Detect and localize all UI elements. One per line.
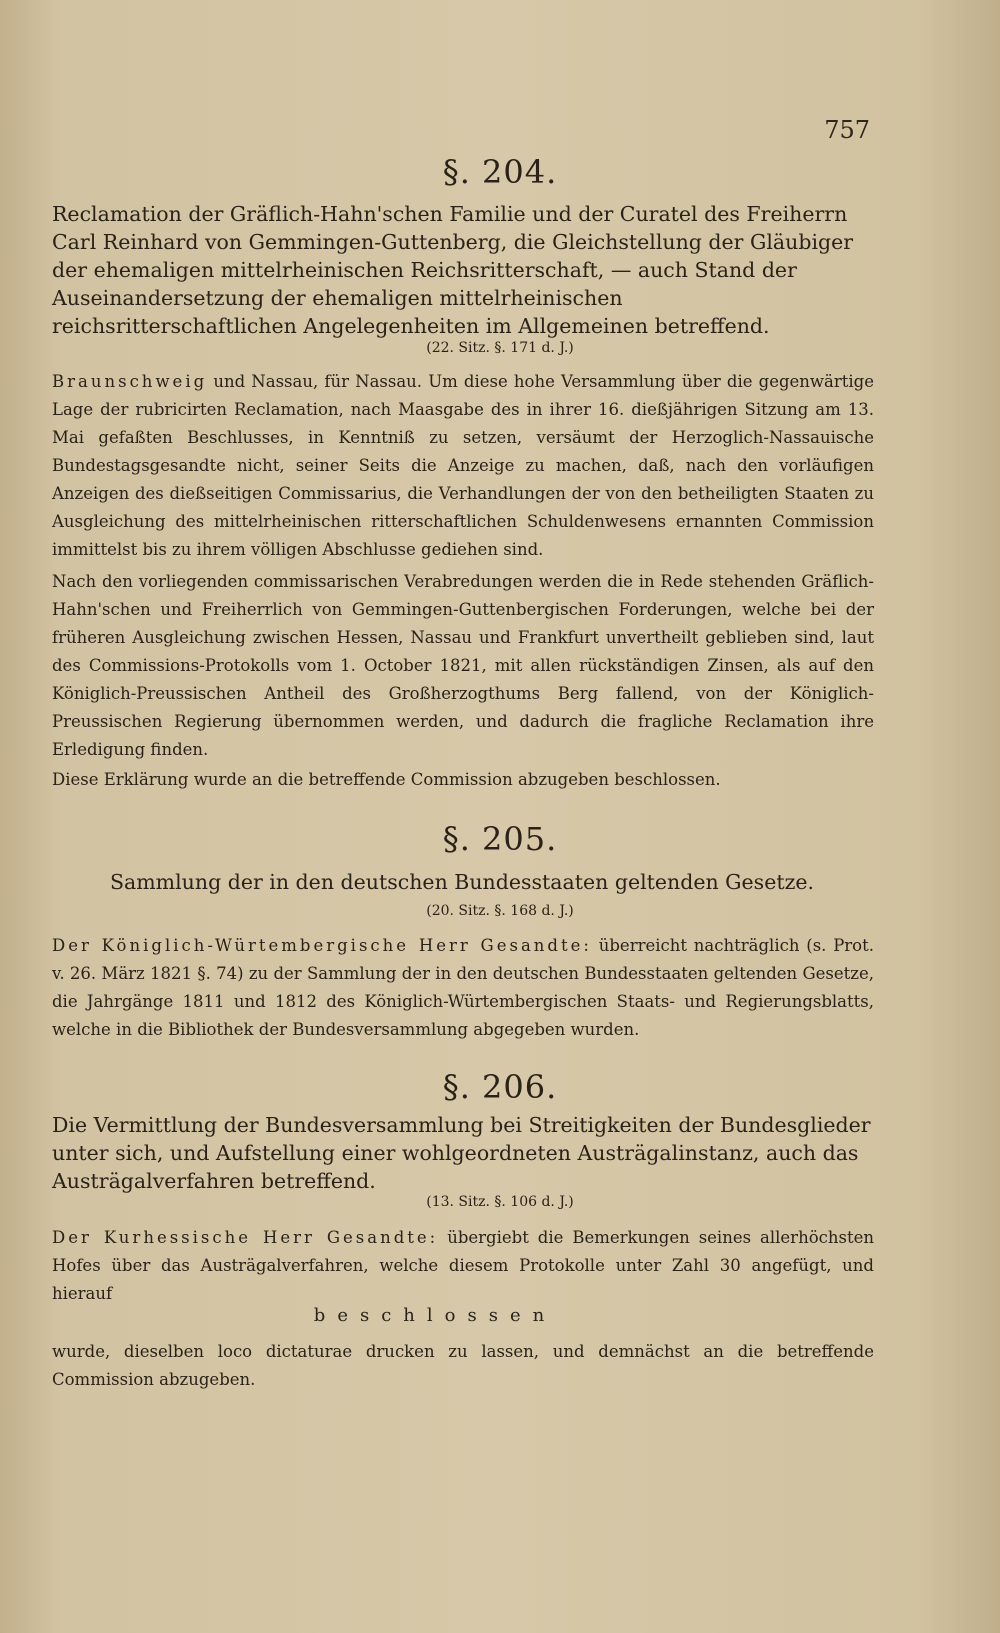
section-204-reference: (22. Sitz. §. 171 d. J.): [426, 340, 574, 356]
section-206-number: §. 206.: [442, 1068, 558, 1106]
section-206-speaker: Der Kurhessische Herr Gesandte:: [52, 1228, 439, 1247]
section-204-paragraph-1-text: und Nassau, für Nassau. Um diese hohe Versammlung über die gegenwärtige Lage der rubricirten Reclamation, nach Maasgabe des in ihrer 16. dießjährigen Sitzung am 13. Mai gefaßten Beschlusses, in Kenntniß zu setzen, versäumt der Herzoglich-Nassauische Bundestagsgesandte nicht, seiner Seits die Anzeige zu machen, daß, nach den vorläufigen Anzeigen des dießseitigen Commissarius, die Verhandlungen der von den betheiligten Staaten zu Ausgleichung des mittelrheinischen ritterschaftlichen Schuldenwesens ernannten Commission immittelst bis zu ihrem völligen Abschlusse gediehen sind.: [52, 372, 874, 559]
section-204-speaker: Braunschweig: [52, 372, 208, 391]
section-206-paragraph-1: [52, 1224, 874, 1308]
section-204-number: §. 204.: [442, 153, 558, 191]
section-206-title: Die Vermittlung der Bundesversammlung bei Streitigkeiten der Bundesglieder unter sich, und Aufstellung einer wohlgeordneten Austrägalinstanz, auch das Austrägalverfahren betreffend.: [52, 1113, 871, 1193]
section-206-resolution-word: beschlossen: [313, 1305, 557, 1326]
section-205-paragraph-1: [52, 932, 874, 1044]
section-205-speaker: Der Königlich-Würtembergische Herr Gesandte:: [52, 936, 592, 955]
section-204-title: Reclamation der Gräflich-Hahn'schen Familie und der Curatel des Freiherrn Carl Reinhard von Gemmingen-Guttenberg, die Gleichstellung der Gläubiger der ehemaligen mittelrheinischen Reichsritterschaft, — auch Stand der Auseinandersetzung der ehemaligen mittelrheinischen reichsritterschaftlichen Angelegenheiten im Allgemeinen betreffend.: [52, 202, 854, 338]
section-204-paragraph-2: Nach den vorliegenden commissarischen Verabredungen werden die in Rede stehenden Gräflich-Hahn'schen und Freiherrlich von Gemmingen-Guttenbergischen Forderungen, welche bei der früheren Ausgleichung zwischen Hessen, Nassau und Frankfurt unvertheilt geblieben sind, laut des Commissions-Protokolls vom 1. October 1821, mit allen rückständigen Zinsen, als auf den Königlich-Preussischen Antheil des Großherzogthums Berg fallend, von der Königlich-Preussischen Regierung übernommen werden, und dadurch die fragliche Reclamation ihre Erledigung finden.: [52, 572, 874, 759]
section-205-reference: (20. Sitz. §. 168 d. J.): [426, 903, 574, 919]
section-205-paragraph-1-text: überreicht nachträglich (s. Prot. v. 26. März 1821 §. 74) zu der Sammlung der in den deutschen Bundesstaaten geltenden Gesetze, die Jahrgänge 1811 und 1812 des Königlich-Würtembergischen Staats- und Regierungsblatts, welche in die Bibliothek der Bundesversammlung abgegeben wurden.: [52, 936, 874, 1039]
section-204-paragraph-1: [52, 368, 874, 564]
section-205-title: Sammlung der in den deutschen Bundesstaaten geltenden Gesetze.: [109, 870, 815, 894]
section-204-paragraph-3: Diese Erklärung wurde an die betreffende Commission abzugeben beschlossen.: [52, 770, 721, 789]
section-206-paragraph-2: wurde, dieselben loco dictaturae drucken zu lassen, und demnächst an die betreffende Commission abzugeben.: [52, 1342, 874, 1389]
section-206-paragraph-1-text: übergiebt die Bemerkungen seines allerhöchsten Hofes über das Austrägalverfahren, welche diesem Protokolle unter Zahl 30 angefügt, und hierauf: [52, 1228, 874, 1303]
section-205-number: §. 205.: [442, 820, 558, 858]
page-number: 757: [824, 116, 870, 144]
section-206-reference: (13. Sitz. §. 106 d. J.): [426, 1194, 574, 1210]
